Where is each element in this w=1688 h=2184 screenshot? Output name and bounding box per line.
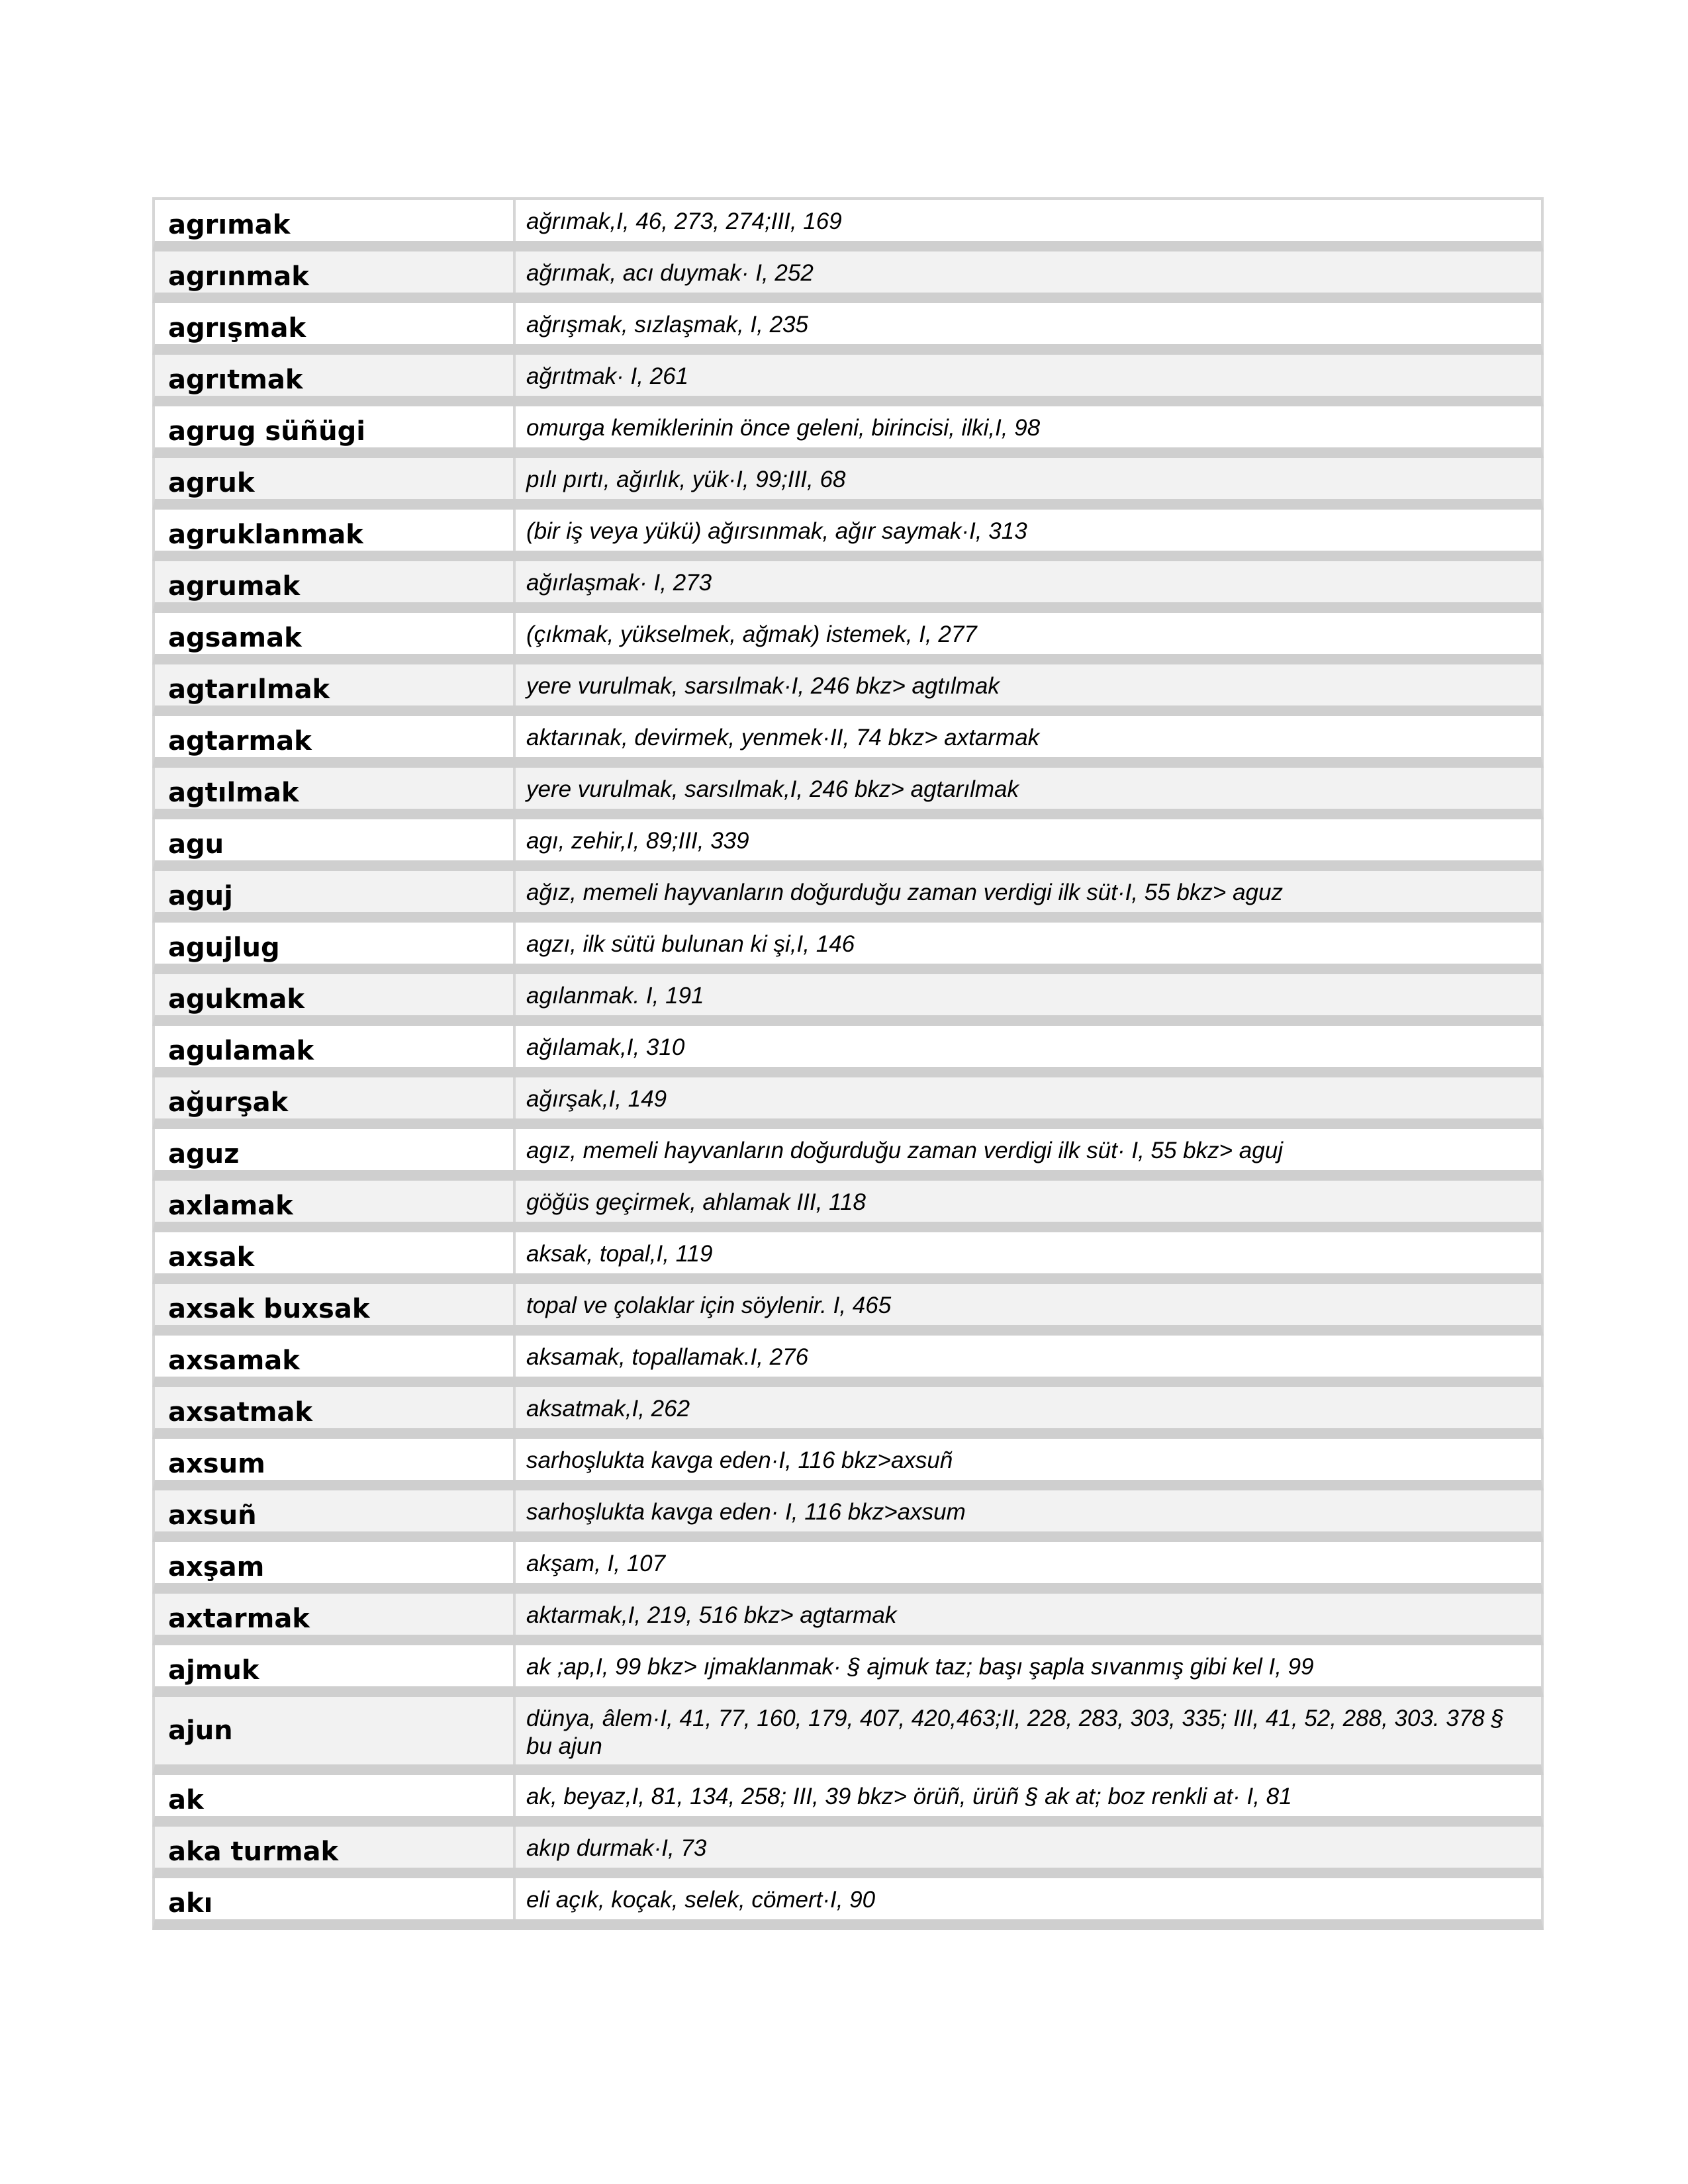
- table-row: [152, 1284, 1544, 1336]
- entry-term: agrımak: [155, 200, 516, 241]
- entry-definition: pılı pırtı, ağırlık, yük·I, 99;III, 68: [526, 467, 846, 492]
- table-row: [152, 871, 1544, 923]
- entry-term: axsak buxsak: [155, 1284, 516, 1325]
- table-row: [152, 1594, 1544, 1645]
- entry-term: agruklanmak: [155, 510, 516, 551]
- entry-term: agrumak: [155, 561, 516, 602]
- table-row: [152, 355, 1544, 406]
- entry-term: axşam: [155, 1542, 516, 1583]
- entry-definition: (çıkmak, yükselmek, ağmak) istemek, I, 277: [526, 621, 977, 647]
- table-row: [152, 1697, 1544, 1775]
- entry-definition: agız, memeli hayvanların doğurduğu zaman verdigi ilk süt· I, 55 bkz> aguj: [526, 1138, 1283, 1163]
- entry-definition: akşam, I, 107: [526, 1551, 666, 1576]
- entry-definition: aksatmak,I, 262: [526, 1396, 690, 1422]
- entry-definition: sarhoşlukta kavga eden·I, 116 bkz>axsuñ: [526, 1447, 953, 1473]
- table-row: [152, 510, 1544, 561]
- entry-term: axsum: [155, 1439, 516, 1480]
- table-row: [152, 1232, 1544, 1284]
- entry-definition: ağrıtmak· I, 261: [526, 363, 689, 389]
- entry-term: ajun: [155, 1697, 516, 1764]
- entry-term: ajmuk: [155, 1645, 516, 1686]
- entry-definition: akıp durmak·I, 73: [526, 1835, 707, 1861]
- entry-definition: topal ve çolaklar için söylenir. I, 465: [526, 1293, 892, 1318]
- entry-term: agukmak: [155, 974, 516, 1015]
- table-row: [152, 974, 1544, 1026]
- entry-term: axtarmak: [155, 1594, 516, 1635]
- entry-term: agruk: [155, 458, 516, 499]
- entry-term: akı: [155, 1878, 516, 1919]
- entry-definition: sarhoşlukta kavga eden· I, 116 bkz>axsum: [526, 1499, 966, 1525]
- entry-definition: ağrışmak, sızlaşmak, I, 235: [526, 312, 808, 338]
- table-row: [152, 1026, 1544, 1077]
- table-row: [152, 303, 1544, 355]
- entry-term: axsamak: [155, 1336, 516, 1377]
- entry-definition: (bir iş veya yükü) ağırsınmak, ağır saymak·I, 313: [526, 518, 1027, 544]
- entry-term: axsatmak: [155, 1387, 516, 1428]
- entry-term: axsak: [155, 1232, 516, 1273]
- entry-definition: ağrımak,I, 46, 273, 274;III, 169: [526, 208, 842, 234]
- entry-definition: agı, zehir,I, 89;III, 339: [526, 828, 749, 854]
- entry-definition: ak, beyaz,I, 81, 134, 258; III, 39 bkz> örüñ, ürüñ § ak at; boz renkli at· I, 81: [526, 1784, 1292, 1809]
- table-row: [152, 1490, 1544, 1542]
- entry-term: ak: [155, 1775, 516, 1816]
- table-row: [152, 1775, 1544, 1827]
- entry-definition: ağrımak, acı duymak· I, 252: [526, 260, 814, 286]
- entry-definition: yere vurulmak, sarsılmak,I, 246 bkz> agtarılmak: [526, 776, 1019, 802]
- entry-term: agrışmak: [155, 303, 516, 344]
- entry-term: agrınmak: [155, 251, 516, 293]
- entry-definition: ağırşak,I, 149: [526, 1086, 667, 1112]
- entry-term: aka turmak: [155, 1827, 516, 1868]
- table-row: [152, 1181, 1544, 1232]
- table-row: [152, 768, 1544, 819]
- table-row: [152, 1387, 1544, 1439]
- entry-definition: aktarınak, devirmek, yenmek·II, 74 bkz> axtarmak: [526, 725, 1040, 751]
- entry-term: agujlug: [155, 923, 516, 964]
- entry-term: agtılmak: [155, 768, 516, 809]
- table-row: [152, 664, 1544, 716]
- entry-term: agu: [155, 819, 516, 860]
- entry-definition: agılanmak. I, 191: [526, 983, 704, 1009]
- entry-definition: aksak, topal,I, 119: [526, 1241, 713, 1267]
- entry-definition: eli açık, koçak, selek, cömert·I, 90: [526, 1887, 876, 1913]
- table-row: [152, 251, 1544, 303]
- entry-term: agrug süñügi: [155, 406, 516, 447]
- entry-definition: ağırlaşmak· I, 273: [526, 570, 712, 596]
- entry-definition: aktarmak,I, 219, 516 bkz> agtarmak: [526, 1602, 897, 1628]
- entry-term: agsamak: [155, 613, 516, 654]
- entry-definition: aksamak, topallamak.I, 276: [526, 1344, 809, 1370]
- entry-definition: omurga kemiklerinin önce geleni, birincisi, ilki,I, 98: [526, 415, 1041, 441]
- table-row: [152, 1827, 1544, 1878]
- entry-term: agrıtmak: [155, 355, 516, 396]
- table-row: [152, 923, 1544, 974]
- entry-term: ağurşak: [155, 1077, 516, 1118]
- entry-term: axlamak: [155, 1181, 516, 1222]
- table-row: [152, 1129, 1544, 1181]
- entry-definition: göğüs geçirmek, ahlamak III, 118: [526, 1189, 866, 1215]
- table-row: [152, 458, 1544, 510]
- entry-definition: ağılamak,I, 310: [526, 1034, 685, 1060]
- entry-term: agtarmak: [155, 716, 516, 757]
- table-row: [152, 1878, 1544, 1930]
- entry-term: agulamak: [155, 1026, 516, 1067]
- entry-definition: ak ;ap,I, 99 bkz> ıjmaklanmak· § ajmuk taz; başı şapla sıvanmış gibi kel I, 99: [526, 1654, 1314, 1680]
- glossary-table: [152, 197, 1544, 1930]
- entry-definition: dünya, âlem·I, 41, 77, 160, 179, 407, 420,463;II, 228, 283, 303, 335; III, 41, 52, 288, 303. 378 § bu ajun: [526, 1706, 1504, 1759]
- table-row: [152, 200, 1544, 251]
- entry-term: aguj: [155, 871, 516, 912]
- entry-term: agtarılmak: [155, 664, 516, 705]
- table-row: [152, 1542, 1544, 1594]
- table-row: [152, 819, 1544, 871]
- entry-definition: agzı, ilk sütü bulunan ki şi,I, 146: [526, 931, 855, 957]
- table-row: [152, 406, 1544, 458]
- table-row: [152, 1336, 1544, 1387]
- entry-term: aguz: [155, 1129, 516, 1170]
- entry-term: axsuñ: [155, 1490, 516, 1531]
- entry-definition: yere vurulmak, sarsılmak·I, 246 bkz> agtılmak: [526, 673, 1000, 699]
- table-row: [152, 1439, 1544, 1490]
- table-row: [152, 1645, 1544, 1697]
- entry-definition: ağız, memeli hayvanların doğurduğu zaman verdigi ilk süt·I, 55 bkz> aguz: [526, 880, 1283, 905]
- table-row: [152, 1077, 1544, 1129]
- table-row: [152, 613, 1544, 664]
- table-row: [152, 716, 1544, 768]
- table-row: [152, 561, 1544, 613]
